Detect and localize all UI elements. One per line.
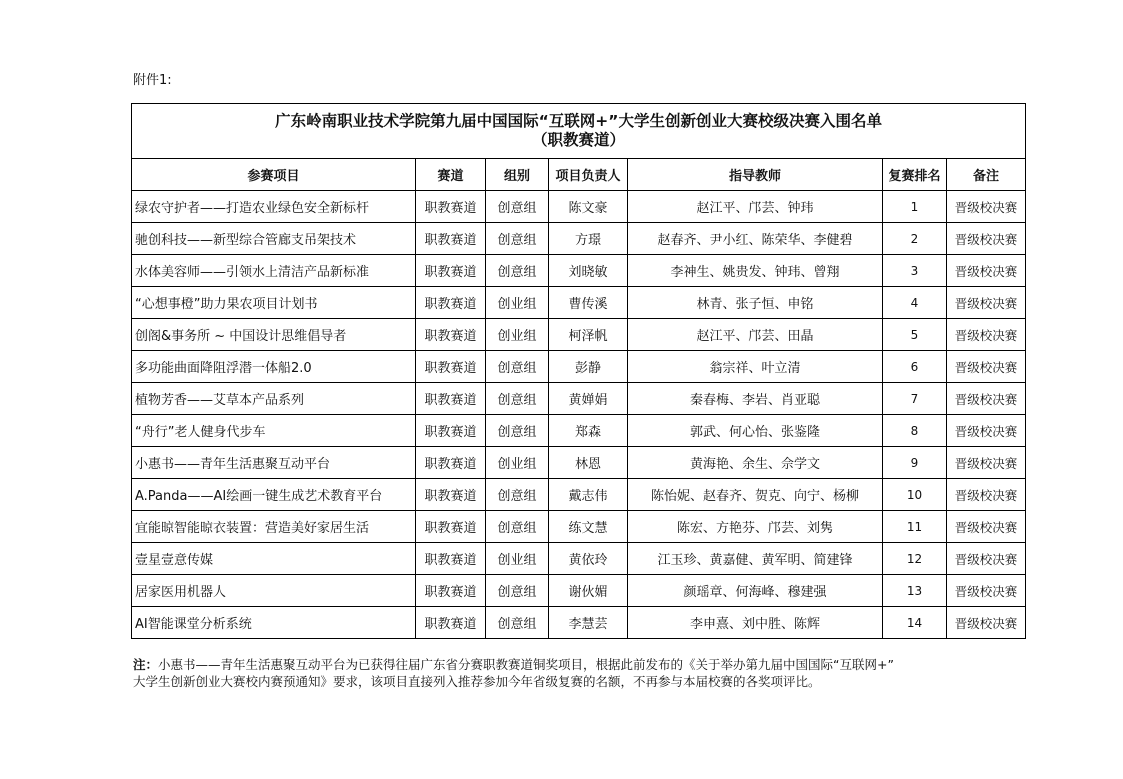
cell-project: 绿农守护者——打造农业绿色安全新标杆 [132,191,416,223]
cell-project: 小惠书——青年生活惠聚互动平台 [132,447,416,479]
cell-group: 创意组 [486,511,549,543]
cell-rank: 2 [883,223,947,255]
cell-group: 创意组 [486,415,549,447]
footnote-label: 注： [133,657,159,672]
cell-rank: 1 [883,191,947,223]
cell-track: 职教赛道 [416,607,486,639]
table-title [132,104,1026,159]
cell-group: 创意组 [486,191,549,223]
cell-note: 晋级校决赛 [947,287,1026,319]
cell-advisors: 李申熹、刘中胜、陈辉 [628,607,883,639]
cell-rank: 7 [883,383,947,415]
cell-note: 晋级校决赛 [947,607,1026,639]
column-header-advisors: 指导教师 [628,159,883,191]
cell-rank: 6 [883,351,947,383]
table-row [132,607,1026,639]
cell-advisors: 郭武、何心怡、张鉴隆 [628,415,883,447]
footnote-line-1 [133,656,1033,673]
cell-note: 晋级校决赛 [947,543,1026,575]
cell-advisors: 陈宏、方艳芬、邝芸、刘隽 [628,511,883,543]
cell-leader: 黄婵娟 [549,383,628,415]
cell-track: 职教赛道 [416,319,486,351]
title-line-1: 广东岭南职业技术学院第九届中国国际“互联网+”大学生创新创业大赛校级决赛入围名单 [275,112,882,130]
cell-note: 晋级校决赛 [947,511,1026,543]
cell-track: 职教赛道 [416,255,486,287]
table-row [132,319,1026,351]
table-row [132,223,1026,255]
title-line-2: （职教赛道） [532,131,626,149]
cell-track: 职教赛道 [416,415,486,447]
cell-group: 创意组 [486,479,549,511]
cell-rank: 3 [883,255,947,287]
cell-note: 晋级校决赛 [947,447,1026,479]
cell-rank: 13 [883,575,947,607]
cell-project: A.Panda——AI绘画一键生成艺术教育平台 [132,479,416,511]
cell-advisors: 赵春齐、尹小红、陈荣华、李健碧 [628,223,883,255]
column-header-track: 赛道 [416,159,486,191]
footnote-line-2: 大学生创新创业大赛校内赛预通知》要求，该项目直接列入推荐参加今年省级复赛的名额，不再参与本届校赛的各奖项评比。 [133,674,821,689]
cell-group: 创意组 [486,607,549,639]
cell-track: 职教赛道 [416,287,486,319]
column-header-leader: 项目负责人 [549,159,628,191]
cell-project: AI智能课堂分析系统 [132,607,416,639]
cell-project: 驰创科技——新型综合管廊支吊架技术 [132,223,416,255]
cell-leader: 黄依玲 [549,543,628,575]
cell-rank: 8 [883,415,947,447]
cell-note: 晋级校决赛 [947,319,1026,351]
cell-rank: 12 [883,543,947,575]
cell-track: 职教赛道 [416,223,486,255]
column-header-note: 备注 [947,159,1026,191]
cell-rank: 11 [883,511,947,543]
cell-note: 晋级校决赛 [947,351,1026,383]
cell-leader: 戴志伟 [549,479,628,511]
cell-group: 创业组 [486,447,549,479]
cell-rank: 14 [883,607,947,639]
table-row [132,255,1026,287]
cell-project: 创阁&事务所 ~ 中国设计思维倡导者 [132,319,416,351]
header-row [132,159,1026,191]
cell-project: “舟行”老人健身代步车 [132,415,416,447]
cell-advisors: 颜瑶章、何海峰、穆建强 [628,575,883,607]
table-row [132,575,1026,607]
cell-track: 职教赛道 [416,543,486,575]
cell-advisors: 黄海艳、余生、佘学文 [628,447,883,479]
table-row [132,191,1026,223]
cell-leader: 练文慧 [549,511,628,543]
cell-rank: 4 [883,287,947,319]
cell-track: 职教赛道 [416,383,486,415]
cell-group: 创意组 [486,255,549,287]
table-row [132,287,1026,319]
cell-leader: 李慧芸 [549,607,628,639]
cell-group: 创意组 [486,351,549,383]
cell-project: 多功能曲面降阻浮潜一体船2.0 [132,351,416,383]
cell-track: 职教赛道 [416,575,486,607]
cell-leader: 彭静 [549,351,628,383]
cell-advisors: 陈怡妮、赵春齐、贺克、向宁、杨柳 [628,479,883,511]
cell-group: 创意组 [486,575,549,607]
table-row [132,415,1026,447]
cell-advisors: 江玉珍、黄嘉健、黄军明、简建锋 [628,543,883,575]
cell-group: 创业组 [486,319,549,351]
finalist-table [131,103,1026,639]
cell-rank: 10 [883,479,947,511]
cell-note: 晋级校决赛 [947,575,1026,607]
cell-leader: 谢伙媚 [549,575,628,607]
attachment-label: 附件1: [133,73,172,88]
cell-advisors: 秦春梅、李岩、肖亚聪 [628,383,883,415]
cell-advisors: 李神生、姚贵发、钟玮、曾翔 [628,255,883,287]
cell-advisors: 赵江平、邝芸、田晶 [628,319,883,351]
footnote-text-1: 小惠书——青年生活惠聚互动平台为已获得往届广东省分赛职教赛道铜奖项目，根据此前发布的《关于举办第九届中国国际“互联网+” [158,657,894,672]
cell-note: 晋级校决赛 [947,191,1026,223]
cell-leader: 柯泽帆 [549,319,628,351]
cell-leader: 曹传溪 [549,287,628,319]
cell-group: 创意组 [486,383,549,415]
column-header-rank: 复赛排名 [883,159,947,191]
cell-note: 晋级校决赛 [947,479,1026,511]
cell-track: 职教赛道 [416,351,486,383]
cell-leader: 郑森 [549,415,628,447]
cell-leader: 方璟 [549,223,628,255]
footnote [133,656,1033,690]
cell-project: 植物芳香——艾草本产品系列 [132,383,416,415]
cell-track: 职教赛道 [416,447,486,479]
cell-group: 创业组 [486,543,549,575]
table-row [132,447,1026,479]
cell-note: 晋级校决赛 [947,415,1026,447]
cell-project: 水体美容师——引领水上清洁产品新标准 [132,255,416,287]
cell-leader: 林恩 [549,447,628,479]
cell-project: 居家医用机器人 [132,575,416,607]
cell-note: 晋级校决赛 [947,223,1026,255]
cell-track: 职教赛道 [416,191,486,223]
table-row [132,543,1026,575]
cell-rank: 9 [883,447,947,479]
cell-project: 壹星壹意传媒 [132,543,416,575]
table-row [132,383,1026,415]
cell-advisors: 翁宗祥、叶立清 [628,351,883,383]
cell-track: 职教赛道 [416,511,486,543]
cell-leader: 陈文豪 [549,191,628,223]
cell-advisors: 赵江平、邝芸、钟玮 [628,191,883,223]
cell-group: 创业组 [486,287,549,319]
column-header-project: 参赛项目 [132,159,416,191]
table-row [132,351,1026,383]
cell-rank: 5 [883,319,947,351]
column-header-group: 组别 [486,159,549,191]
table-row [132,511,1026,543]
cell-group: 创意组 [486,223,549,255]
cell-note: 晋级校决赛 [947,383,1026,415]
cell-project: 宜能晾智能晾衣装置：营造美好家居生活 [132,511,416,543]
cell-track: 职教赛道 [416,479,486,511]
cell-project: “心想事橙”助力果农项目计划书 [132,287,416,319]
table-row [132,479,1026,511]
cell-advisors: 林青、张子恒、申铭 [628,287,883,319]
cell-leader: 刘晓敏 [549,255,628,287]
cell-note: 晋级校决赛 [947,255,1026,287]
table-body [132,191,1026,639]
